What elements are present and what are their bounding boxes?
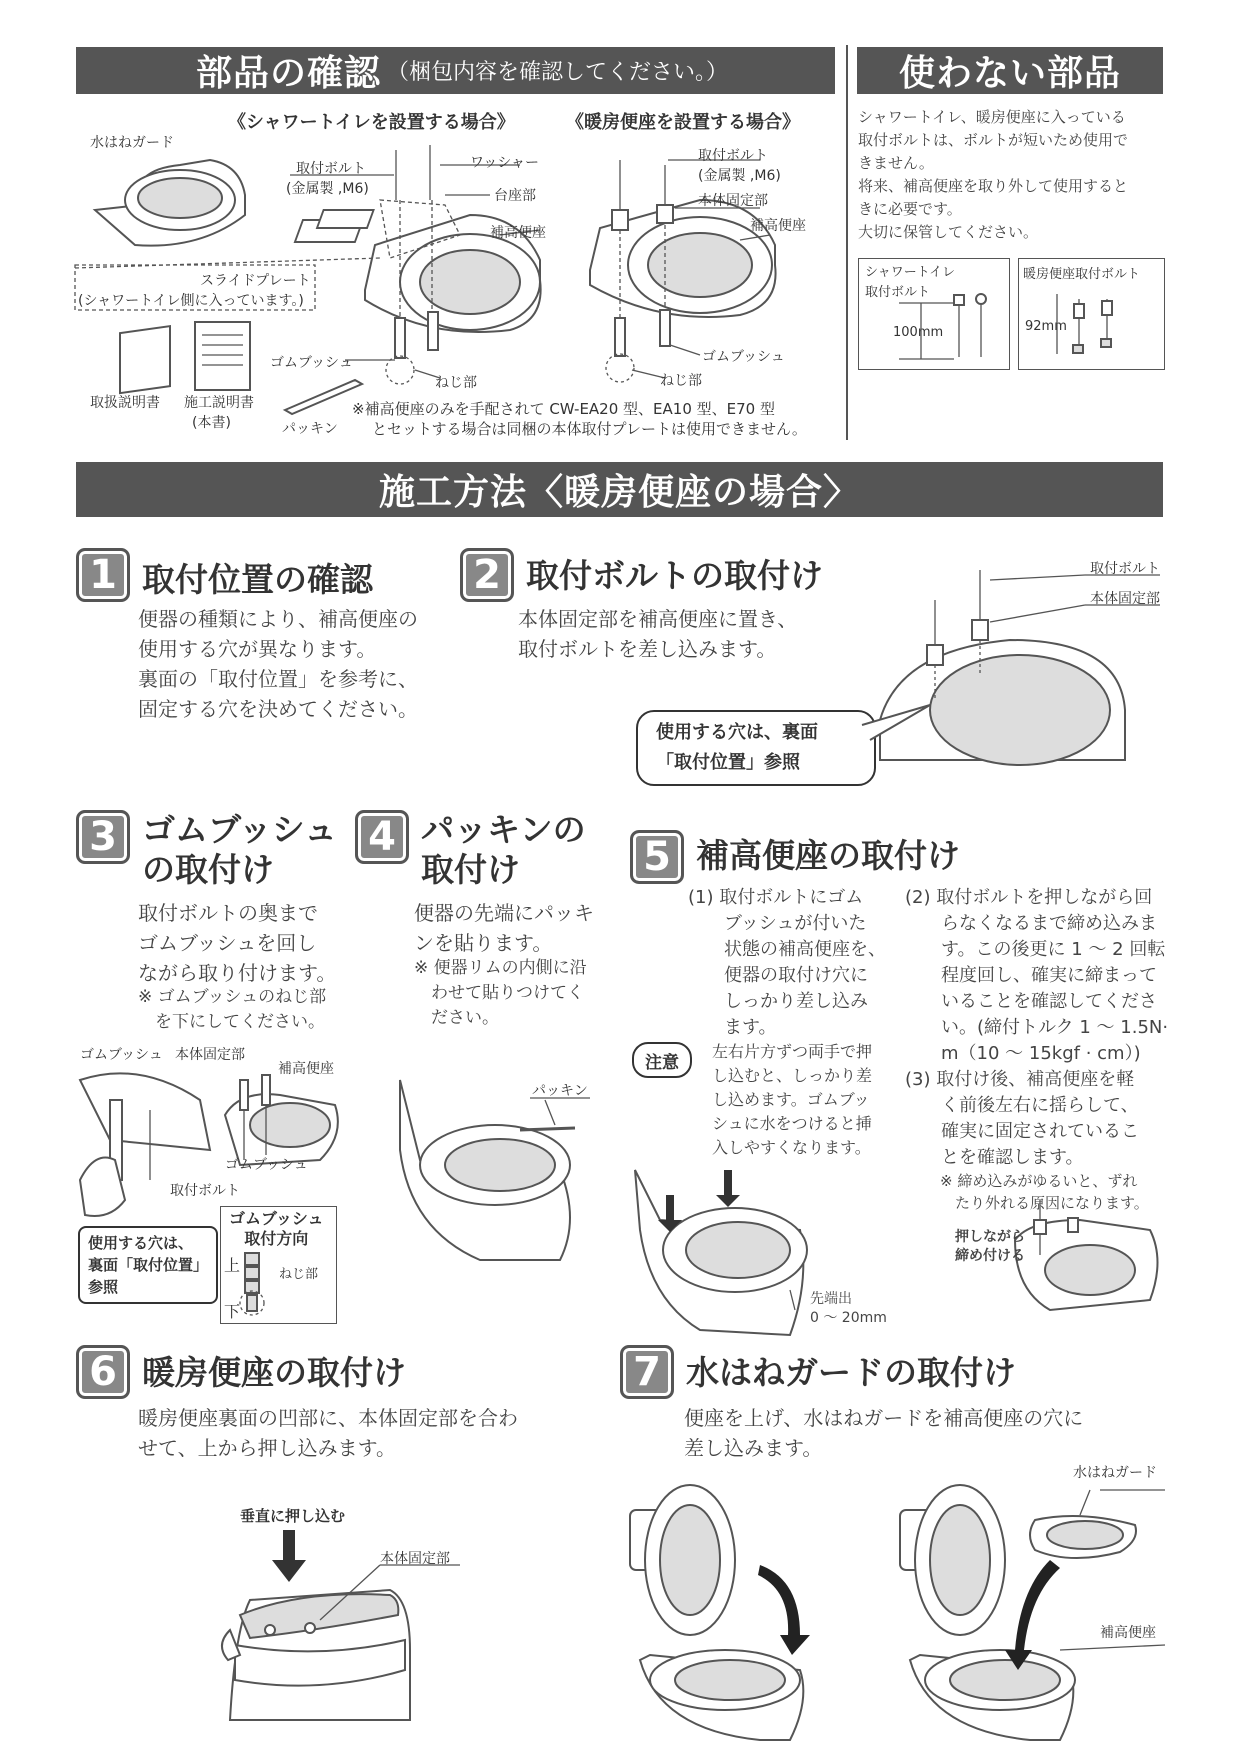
bushing-label-1: ゴムブッシュ [270,355,353,371]
unused-box-heated-dim: 92mm [1025,319,1067,334]
step-7-text: 便座を上げ、水はねガードを補高便座の穴に 差し込みます。 [684,1406,1084,1460]
unused-box-shower-title: シャワートイレ 取付ボルト [865,265,956,300]
step-5-note: ※ 締め込みがゆるいと、ずれ たり外れる原因になります。 [940,1172,1149,1212]
parts-subtitle: （梱包内容を確認してください。） [387,60,729,85]
footnote-2: とセットする場合は同梱の本体取付プレートは使用できません。 [372,420,807,438]
step-5-push-label: 押しながら 締め付ける [955,1229,1025,1264]
step-1-number: 1 [76,548,130,602]
step-7-riser-label: 補高便座 [1100,1625,1156,1641]
step-5-header [630,830,960,884]
splash-guard-label: 水はねガード [90,135,174,151]
step-4-packing-label: パッキン [532,1083,588,1099]
shower-heading: 《シャワートイレを設置する場合》 [228,112,515,133]
body-fix-label: 本体固定部 [698,193,768,209]
step-7-number: 7 [620,1345,674,1399]
step-3-body-fix-label: 本体固定部 [175,1047,245,1063]
riser-label-2: 補高便座 [750,218,806,234]
step-5-item-2: (2) 取付ボルトを押しながら回 らなくなるまで締め込みま す。この後更に 1 ～ 2 回転 程度回し、確実に締まって いることを確認してくださ い。(締付トルク 1 ～ 1.5N· m（10 ～ 15kgf · cm）) [905,887,1169,1064]
step-5-title: 補高便座の取付け [696,836,960,875]
step-3-number: 3 [76,810,130,864]
step-5-tip-1: 先端出 [810,1291,852,1307]
step-3-text: 取付ボルトの奥まで ゴムブッシュを回し ながら取り付けます。 [138,901,337,985]
step-2-bolt-label: 取付ボルト [1090,561,1160,577]
bolt-label-1: 取付ボルト [296,161,366,177]
unused-box-heated [1018,258,1165,370]
step-3-up-label: 上 [224,1256,241,1275]
step-3-down-label: 下 [224,1302,241,1321]
step-3-bushing-label: ゴムブッシュ [80,1047,163,1063]
install-manual-label: 施工説明書 [184,395,254,411]
step-6-body-fix-label: 本体固定部 [380,1551,450,1567]
method-title: 施工方法〈暖房便座の場合〉 [378,472,860,513]
step-3-riser-label: 補高便座 [278,1061,334,1077]
short-bolt-drawing-1 [859,259,1009,369]
step-6-push-label: 垂直に押し込む [240,1507,346,1525]
footnote-1: ※補高便座のみを手配されて CW-EA20 型、EA10 型、E70 型 [352,400,775,418]
bushing-label-2: ゴムブッシュ [702,349,785,365]
step-3-title: ゴムブッシュ の取付け [142,810,338,889]
step-4-number: 4 [355,810,409,864]
unused-title: 使わない部品 [898,53,1121,94]
step-2-callout-tail [0,680,1240,780]
manual-label: 取扱説明書 [90,395,160,411]
step-5-item-1: (1) 取付ボルトにゴム ブッシュが付いた 状態の補高便座を、 便器の取付け穴に しっかり差し込み ます。 [688,887,886,1038]
bolt-label-2: 取付ボルト [698,148,768,164]
step-5-tip-2: 0 ～ 20mm [810,1310,887,1326]
step-7-illustration [0,1470,1240,1750]
step-4-text: 便器の先端にパッキ ンを貼ります。 [414,901,594,955]
bolt-sub-2: (金属製 ,M6) [698,168,781,184]
step-6-text: 暖房便座裏面の凹部に、本体固定部を合わ せて、上から押し込みます。 [138,1406,518,1460]
splash-guard-drawing [95,160,245,246]
step-3-direction-title: ゴムブッシュ 取付方向 [229,1209,324,1248]
step-5-item-3: (3) 取付け後、補高便座を軽 く前後左右に揺らして、 確実に固定されているこ とを確認します。 [905,1069,1139,1168]
install-manual-sub: (本書) [192,415,231,431]
step-3-bushing-b-label: ゴムブッシュ [225,1157,308,1173]
riser-label-1: 補高便座 [490,225,546,241]
step-2-text: 本体固定部を補高便座に置き、 取付ボルトを差し込みます。 [518,607,798,661]
packing-label: パッキン [282,421,338,437]
step-3-bolt-label: 取付ボルト [170,1183,240,1199]
slide-plate-note: (シャワートイレ側に入っています。) [78,293,304,309]
step-6-number: 6 [76,1345,130,1399]
slide-plate-label: スライドプレート [200,273,311,289]
seat-base-label: 台座部 [494,188,536,204]
step-5-caution-badge: 注意 [632,1042,692,1078]
step-5-illustration [0,1160,1240,1360]
step-3-header [76,810,337,890]
screw-label-2: ねじ部 [660,373,702,389]
screw-label-1: ねじ部 [435,375,477,391]
step-3-callout: 使用する穴は、 裏面「取付位置」 参照 [78,1226,218,1304]
step-3-note: ※ ゴムブッシュのねじ部 を下にしてください。 [138,987,327,1032]
step-4-note: ※ 便器リムの内側に沿 わせて貼りつけてく ださい。 [414,958,587,1028]
step-7-guard-label: 水はねガード [1073,1465,1157,1481]
step-7-title: 水はねガードの取付け [686,1353,1016,1392]
heated-heading: 《暖房便座を設置する場合》 [566,112,800,133]
step-7-header [620,1345,1016,1399]
short-bolt-drawing-2 [1019,259,1164,369]
step-2-number: 2 [460,548,514,602]
step-1-text: 便器の種類により、補高便座の 使用する穴が異なります。 裏面の「取付位置」を参考に、 固定する穴を決めてください。 [138,607,418,721]
step-5-caution-text: 左右片方ずつ両手で押 し込むと、しっかり差 し込めます。ゴムブッ シュに水をつけると挿 入しやすくなります。 [712,1042,873,1157]
washer-label: ワッシャー [470,155,540,171]
step-6-header [76,1345,406,1399]
parts-title: 部品の確認 [196,53,382,94]
step-2-title: 取付ボルトの取付け [526,556,823,595]
step-5-number: 5 [630,830,684,884]
bolt-sub-1: (金属製 ,M6) [286,181,369,197]
step-6-title: 暖房便座の取付け [142,1353,406,1392]
unused-text: シャワートイレ、暖房便座に入っている 取付ボルトは、ボルトが短いため使用で きません。 将来、補高便座を取り外して使用すると きに必要です。 大切に保管してください。 [858,108,1129,241]
step-4-title: パッキンの 取付け [421,810,586,889]
unused-box-heated-title: 暖房便座取付ボルト [1023,267,1141,282]
step-1-title: 取付位置の確認 [142,560,373,599]
unused-box-shower [858,258,1010,370]
step-2-callout: 使用する穴は、裏面 「取付位置」参照 [636,710,876,786]
step-3-screw-label: ねじ部 [279,1267,319,1282]
method-header [76,462,1163,517]
step-4-header [355,810,586,890]
step-2-body-fix-label: 本体固定部 [1090,591,1160,607]
unused-box-shower-dim: 100mm [893,325,944,340]
